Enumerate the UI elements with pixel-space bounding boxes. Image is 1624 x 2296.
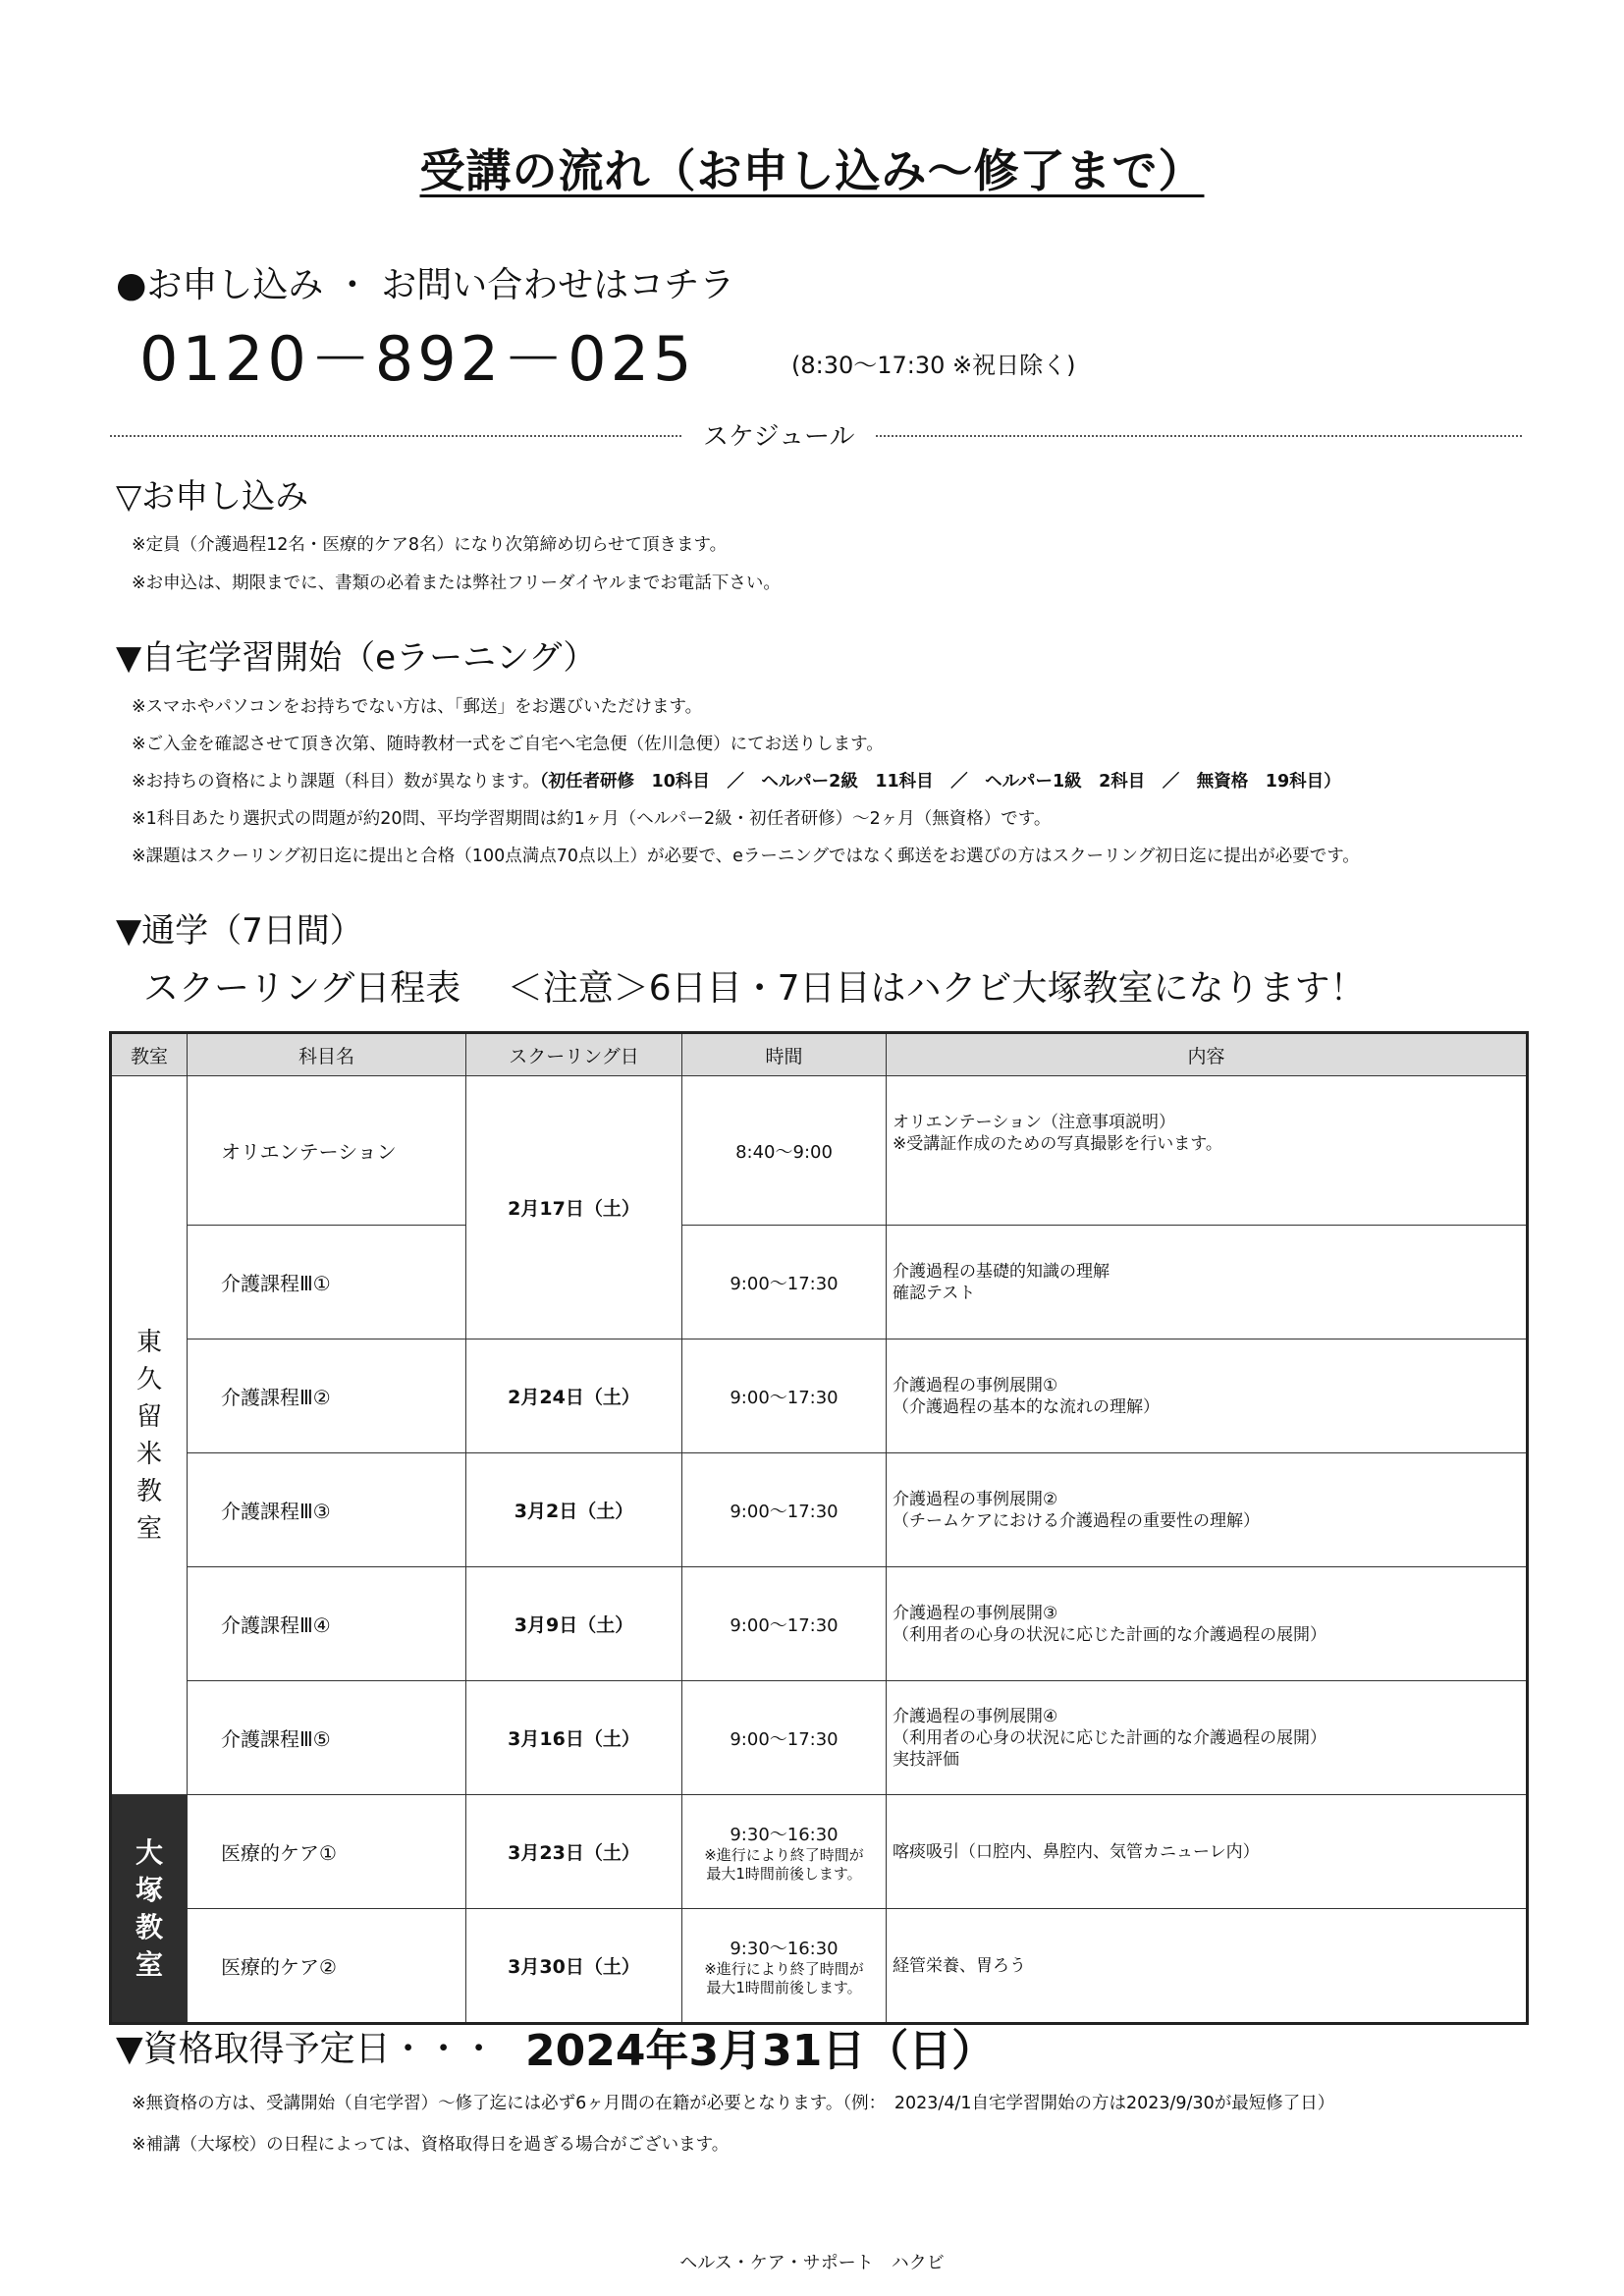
content-line: 介護過程の事例展開③	[893, 1603, 1058, 1623]
subjects-note-counts: （初任者研修 10科目 ／ ヘルパー2級 11科目 ／ ヘルパー1級 2科目 ／ 無資格 19科目）	[539, 772, 1341, 792]
content-line: （介護過程の基本的な流れの理解）	[893, 1396, 1160, 1417]
content-line: 介護過程の事例展開④	[893, 1706, 1058, 1726]
table-row	[111, 1076, 1528, 1226]
room-higashikurume	[111, 1076, 188, 1795]
content-cell	[887, 1795, 1528, 1909]
time-cell: 9:00～17:30	[682, 1226, 887, 1339]
content-cell	[887, 1226, 1528, 1339]
time-cell	[682, 1795, 887, 1909]
schedule-table-title: スクーリング日程表 ＜注意＞6日目・7日目はハクビ大塚教室になります！	[143, 968, 1366, 1009]
content-line: 確認テスト	[893, 1283, 976, 1303]
qualification-date: 2024年3月31日（日）	[525, 2026, 996, 2076]
table-row	[111, 1226, 1528, 1339]
elearning-note: ※スマホやパソコンをお持ちでない方は、「郵送」をお選びいただけます。	[132, 697, 703, 717]
elearning-note: ※ご入金を確認させて頂き次第、随時教材一式をご自宅へ宅急便（佐川急便）にてお送りします。	[132, 735, 884, 754]
content-line: オリエンテーション（注意事項説明）	[893, 1113, 1175, 1132]
schedule-table	[109, 1031, 1529, 2025]
contact-heading: ●お申し込み ・ お問い合わせはコチラ	[116, 265, 735, 305]
time-cell: 9:00～17:30	[682, 1681, 887, 1795]
elearning-note: ※課題はスクーリング初日迄に提出と合格（100点満点70点以上）が必要で、eラーニングではなく郵送をお選びの方はスクーリング初日迄に提出が必要です。	[132, 847, 1360, 866]
content-line: ※受講証作成のための写真撮影を行います。	[893, 1134, 1222, 1154]
header-time: 時間	[682, 1033, 887, 1076]
content-line: 介護過程の基礎的知識の理解	[893, 1261, 1110, 1282]
time-cell	[682, 1909, 887, 2024]
time-cell: 9:00～17:30	[682, 1339, 887, 1453]
header-content: 内容	[887, 1033, 1528, 1076]
qualification-note: ※無資格の方は、受講開始（自宅学習）～修了迄には必ず6ヶ月間の在籍が必要となります。（例： 2023/4/1自宅学習開始の方は2023/9/30が最短修了日）	[132, 2094, 1335, 2113]
header-subject: 科目名	[188, 1033, 466, 1076]
subject-cell: 介護課程Ⅲ①	[188, 1226, 466, 1339]
application-note: ※お申込は、期限までに、書類の必着または弊社フリーダイヤルまでお電話下さい。	[132, 574, 781, 593]
qualification-heading: ▼資格取得予定日・・・	[116, 2029, 497, 2069]
time-note: ※進行により終了時間が	[704, 1959, 864, 1978]
time-note: 最大1時間前後します。	[706, 1864, 862, 1883]
time-cell: 8:40～9:00	[682, 1076, 887, 1226]
time-cell: 9:00～17:30	[682, 1453, 887, 1567]
application-heading: ▽お申し込み	[116, 477, 309, 517]
content-line: 喀痰吸引（口腔内、鼻腔内、気管カニューレ内）	[893, 1841, 1260, 1862]
time-value: 9:30～16:30	[730, 1824, 839, 1845]
content-line: 介護過程の事例展開②	[893, 1489, 1058, 1509]
contact-hours: (8:30～17:30 ※祝日除く)	[791, 352, 1076, 379]
date-cell: 3月16日（土）	[466, 1681, 682, 1795]
elearning-note: ※1科目あたり選択式の問題が約20問、平均学習期間は約1ヶ月（ヘルパー2級・初任者研修）～2ヶ月（無資格）です。	[132, 809, 1052, 829]
table-row	[111, 1681, 1528, 1795]
room-label: 東 久 留 米 教 室	[135, 1327, 162, 1544]
subject-cell: 医療的ケア②	[188, 1909, 466, 2024]
content-cell	[887, 1681, 1528, 1795]
time-value: 9:30～16:30	[730, 1938, 839, 1959]
content-cell	[887, 1339, 1528, 1453]
schedule-label: スケジュール	[681, 416, 876, 453]
subject-cell: 介護課程Ⅲ②	[188, 1339, 466, 1453]
content-line: （利用者の心身の状況に応じた計画的な介護過程の展開）	[893, 1624, 1326, 1645]
subject-cell: 介護課程Ⅲ④	[188, 1567, 466, 1681]
date-cell: 2月24日（土）	[466, 1339, 682, 1453]
commute-heading: ▼通学（7日間）	[116, 911, 363, 951]
application-note: ※定員（介護過程12名・医療的ケア8名）になり次第締め切らせて頂きます。	[132, 535, 728, 555]
date-cell: 2月17日（土）	[466, 1076, 682, 1339]
content-line: 経管栄養、胃ろう	[893, 1955, 1026, 1976]
table-row	[111, 1909, 1528, 2024]
subject-cell: 医療的ケア①	[188, 1795, 466, 1909]
subject-cell: 介護課程Ⅲ⑤	[188, 1681, 466, 1795]
time-note: 最大1時間前後します。	[706, 1978, 862, 1996]
content-line: 実技評価	[893, 1749, 959, 1770]
header-date: スクーリング日	[466, 1033, 682, 1076]
qualification-note: ※補講（大塚校）の日程によっては、資格取得日を過ぎる場合がございます。	[132, 2135, 730, 2155]
content-cell	[887, 1076, 1528, 1226]
content-cell	[887, 1567, 1528, 1681]
subject-cell: 介護課程Ⅲ③	[188, 1453, 466, 1567]
content-cell	[887, 1909, 1528, 2024]
phone-number[interactable]: 0120－892－025	[139, 323, 696, 395]
time-note: ※進行により終了時間が	[704, 1845, 864, 1864]
date-cell: 3月9日（土）	[466, 1567, 682, 1681]
table-row	[111, 1339, 1528, 1453]
date-cell: 3月23日（土）	[466, 1795, 682, 1909]
table-row	[111, 1795, 1528, 1909]
room-label: 大 塚 教 室	[135, 1835, 163, 1981]
content-line: （チームケアにおける介護過程の重要性の理解）	[893, 1510, 1260, 1531]
page-title: 受講の流れ（お申し込み～修了まで）	[419, 144, 1205, 197]
table-row	[111, 1453, 1528, 1567]
time-cell: 9:00～17:30	[682, 1567, 887, 1681]
subjects-note-prefix: ※お持ちの資格により課題（科目）数が異なります。	[132, 772, 540, 792]
date-cell: 3月30日（土）	[466, 1909, 682, 2024]
subject-cell: オリエンテーション	[188, 1076, 466, 1226]
footer-company: ヘルス・ケア・サポート ハクビ	[679, 2253, 945, 2273]
table-row	[111, 1567, 1528, 1681]
content-cell	[887, 1453, 1528, 1567]
content-line: （利用者の心身の状況に応じた計画的な介護過程の展開）	[893, 1727, 1326, 1748]
elearning-heading: ▼自宅学習開始（eラーニング）	[116, 638, 597, 678]
room-otsuka	[111, 1795, 188, 2024]
date-cell: 3月2日（土）	[466, 1453, 682, 1567]
content-line: 介護過程の事例展開①	[893, 1375, 1058, 1395]
elearning-subjects-note	[132, 768, 1341, 793]
header-room: 教室	[111, 1033, 188, 1076]
